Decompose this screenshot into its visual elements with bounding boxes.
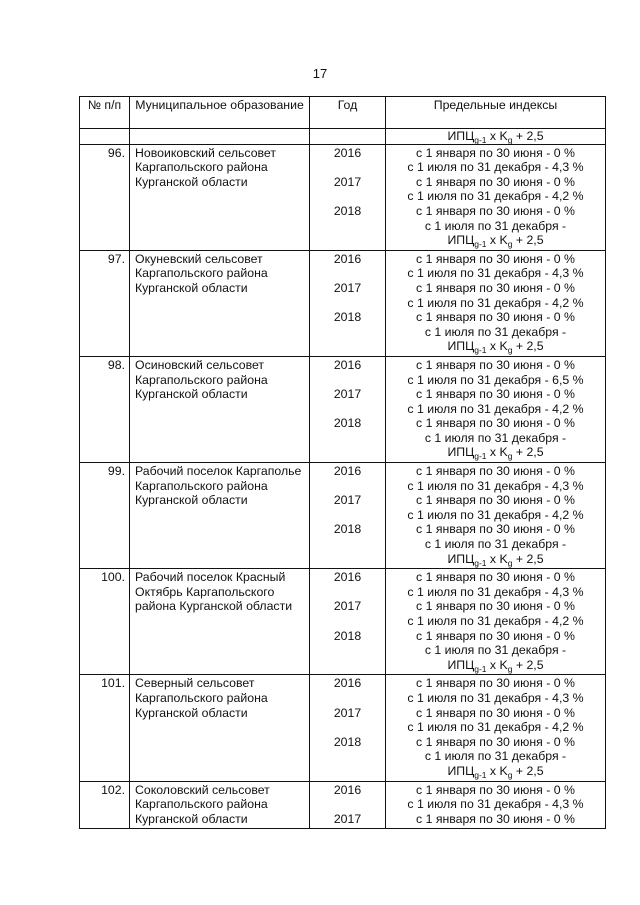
index-line: с 1 июля по 31 декабря - 4,3 %	[407, 266, 584, 281]
indices-cell	[386, 356, 606, 462]
index-line: с 1 июля по 31 декабря -	[424, 430, 567, 445]
municipality-name: Рабочий поселок Красный Октябрь Каргапольского района Курганской области	[130, 569, 310, 675]
index-line: с 1 января по 30 июня - 0 %	[416, 416, 575, 431]
index-line: с 1 июля по 31 декабря - 4,3 %	[407, 160, 584, 175]
table-row	[80, 569, 606, 675]
year-value: 2017	[333, 811, 362, 826]
municipality-name: Окуневский сельсовет Каргапольского района Курганской области	[130, 250, 310, 356]
index-line: с 1 июля по 31 декабря - 4,2 %	[407, 401, 584, 416]
index-line: с 1 января по 30 июня - 0 %	[416, 570, 575, 585]
index-line: с 1 января по 30 июня - 0 %	[416, 734, 575, 749]
year-value: 2018	[333, 416, 362, 431]
formula: $ИПЦ_{g-1}$ x $K_g + 2,5$	[447, 339, 544, 356]
index-line: с 1 июля по 31 декабря - 4,2 %	[407, 507, 584, 522]
table-row	[80, 675, 606, 781]
year-value: 2017	[333, 387, 362, 402]
year-cell	[310, 781, 386, 829]
year-value: 2016	[333, 570, 362, 585]
year-value: 2016	[333, 464, 362, 479]
row-number: 99.	[80, 463, 130, 569]
formula: $ИПЦ_{g-1}$ x $K_g + 2,5$	[447, 233, 544, 250]
year-cell	[310, 569, 386, 675]
index-line: с 1 января по 30 июня - 0 %	[416, 522, 575, 537]
header-year: Год	[310, 97, 386, 129]
index-line: с 1 января по 30 июня - 0 %	[416, 387, 575, 402]
year-value: 2016	[333, 782, 362, 797]
header-num: № п/п	[80, 97, 130, 129]
year-cell	[310, 356, 386, 462]
formula: $ИПЦ_{g-1}$ x $K_g + 2,5$	[447, 763, 544, 780]
index-line: с 1 января по 30 июня - 0 %	[416, 145, 575, 160]
header-indices: Предельные индексы	[386, 97, 606, 129]
indices-cell	[386, 675, 606, 781]
year-value: 2018	[333, 310, 362, 325]
index-line: с 1 января по 30 июня - 0 %	[416, 251, 575, 266]
year-cell	[310, 463, 386, 569]
row-number: 96.	[80, 144, 130, 250]
continuation-row	[80, 129, 606, 145]
index-line: с 1 января по 30 июня - 0 %	[416, 782, 575, 797]
municipality-name: Рабочий поселок Каргаполье Каргапольского района Курганской области	[130, 463, 310, 569]
header-municipality: Муниципальное образование	[130, 97, 310, 129]
municipality-name: Соколовский сельсовет Каргапольского района Курганской области	[130, 781, 310, 829]
indices-cell	[386, 463, 606, 569]
year-value: 2016	[333, 357, 362, 372]
indices-cell	[386, 144, 606, 250]
year-value: 2016	[333, 145, 362, 160]
table-row	[80, 144, 606, 250]
index-line: с 1 июля по 31 декабря - 6,5 %	[407, 372, 584, 387]
table-row	[80, 463, 606, 569]
year-value: 2016	[333, 251, 362, 266]
index-line: с 1 января по 30 июня - 0 %	[416, 203, 575, 218]
index-line: с 1 января по 30 июня - 0 %	[416, 174, 575, 189]
index-line: с 1 июля по 31 декабря - 4,2 %	[407, 614, 584, 628]
table-row	[80, 356, 606, 462]
continuation-formula	[386, 129, 606, 145]
index-line: с 1 июля по 31 декабря -	[424, 218, 567, 233]
index-line: с 1 июля по 31 декабря - 4,2 %	[407, 295, 584, 310]
row-number: 97.	[80, 250, 130, 356]
index-line: с 1 июля по 31 декабря - 4,2 %	[407, 189, 584, 204]
index-line: с 1 января по 30 июня - 0 %	[416, 464, 575, 479]
index-line: с 1 января по 30 июня - 0 %	[416, 280, 575, 295]
index-line: с 1 июля по 31 декабря - 4,3 %	[407, 478, 584, 493]
year-value: 2018	[333, 203, 362, 218]
year-value: 2018	[333, 628, 362, 643]
index-line: с 1 июля по 31 декабря - 4,3 %	[407, 690, 584, 705]
municipality-name: Новоиковский сельсовет Каргапольского района Курганской области	[130, 144, 310, 250]
index-line: с 1 июля по 31 декабря - 4,3 %	[407, 584, 584, 599]
year-value: 2017	[333, 493, 362, 508]
indices-cell	[386, 781, 606, 829]
year-value: 2018	[333, 734, 362, 749]
row-number: 100.	[80, 569, 130, 675]
index-line: с 1 января по 30 июня - 0 %	[416, 599, 575, 614]
year-value: 2016	[333, 676, 362, 691]
row-number: 101.	[80, 675, 130, 781]
formula: $ИПЦ_{g-1}$ x $K_g + 2,5$	[447, 657, 544, 674]
index-line: с 1 июля по 31 декабря -	[424, 324, 567, 339]
index-line: с 1 января по 30 июня - 0 %	[416, 310, 575, 325]
index-line: с 1 июля по 31 декабря -	[424, 749, 567, 764]
index-line: с 1 июля по 31 декабря - 4,2 %	[407, 720, 584, 735]
index-line: с 1 января по 30 июня - 0 %	[416, 628, 575, 643]
index-line: с 1 января по 30 июня - 0 %	[416, 493, 575, 508]
indices-cell	[386, 569, 606, 675]
index-line: с 1 января по 30 июня - 0 %	[416, 705, 575, 720]
tariff-index-table	[79, 96, 606, 829]
index-line: с 1 января по 30 июня - 0 %	[416, 676, 575, 691]
year-value: 2017	[333, 705, 362, 720]
year-value: 2017	[333, 174, 362, 189]
formula: $ИПЦ_{g-1}$ x $K_g + 2,5$	[447, 445, 544, 462]
index-line: с 1 июля по 31 декабря -	[424, 643, 567, 658]
municipality-name: Северный сельсовет Каргапольского района Курганской области	[130, 675, 310, 781]
year-cell	[310, 144, 386, 250]
index-line: с 1 января по 30 июня - 0 %	[416, 811, 575, 826]
municipality-name: Осиновский сельсовет Каргапольского района Курганской области	[130, 356, 310, 462]
page-number: 17	[312, 66, 328, 81]
year-cell	[310, 675, 386, 781]
formula: $ИПЦ_{g-1}$ x $K_g + 2,5$	[447, 551, 544, 568]
table-row	[80, 250, 606, 356]
table-row	[80, 781, 606, 829]
index-line: с 1 июля по 31 декабря -	[424, 537, 567, 552]
index-line: с 1 января по 30 июня - 0 %	[416, 357, 575, 372]
year-value: 2018	[333, 522, 362, 537]
year-cell	[310, 250, 386, 356]
year-value: 2017	[333, 599, 362, 614]
row-number: 98.	[80, 356, 130, 462]
indices-cell	[386, 250, 606, 356]
formula: $ИПЦ_{g-1}$ x $K_g + 2,5$	[447, 129, 544, 145]
year-value: 2017	[333, 280, 362, 295]
table-header-row	[80, 97, 606, 129]
row-number: 102.	[80, 781, 130, 829]
index-line: с 1 июля по 31 декабря - 4,3 %	[407, 797, 584, 812]
